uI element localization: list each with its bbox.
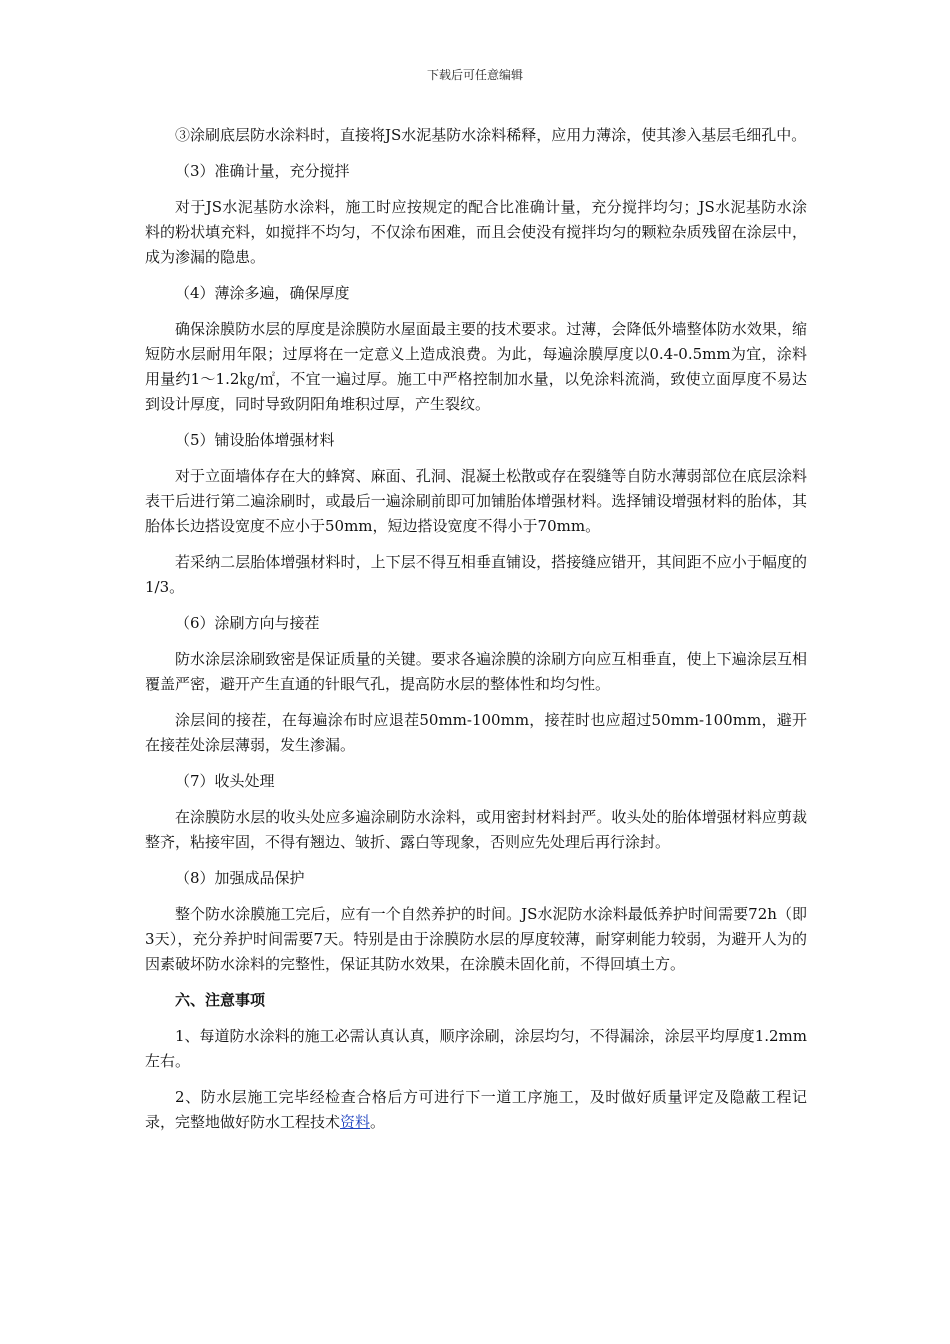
section-heading: （7）收头处理	[175, 772, 275, 790]
paragraph: 1、每道防水涂料的施工必需认真认真，顺序涂刷，涂层均匀，不得漏涂，涂层平均厚度1.2mm左右。	[145, 1027, 807, 1070]
paragraph: 对于JS水泥基防水涂料，施工时应按规定的配合比准确计量，充分搅拌均匀；JS水泥基防水涂料的粉状填充料，如搅拌不均匀，不仅涂布困难，而且会使没有搅拌均匀的颗粒杂质残留在涂层中，成为渗漏的隐患。	[145, 198, 807, 266]
paragraph: 在涂膜防水层的收头处应多遍涂刷防水涂料，或用密封材料封严。收头处的胎体增强材料应剪裁整齐，粘接牢固，不得有翘边、皱折、露白等现象，否则应先处理后再行涂封。	[145, 808, 807, 851]
section-heading: （3）准确计量，充分搅拌	[175, 162, 350, 180]
paragraph: 对于立面墙体存在大的蜂窝、麻面、孔洞、混凝土松散或存在裂缝等自防水薄弱部位在底层涂料表干后进行第二遍涂刷时，或最后一遍涂刷前即可加铺胎体增强材料。选择铺设增强材料的胎体，其胎体长边搭设宽度不应小于50mm，短边搭设宽度不得小于70mm。	[145, 467, 807, 535]
paragraph: 若采纳二层胎体增强材料时，上下层不得互相垂直铺设，搭接缝应错开，其间距不应小于幅度的1/3。	[145, 553, 807, 596]
section-heading: （8）加强成品保护	[175, 869, 305, 887]
paragraph: 整个防水涂膜施工完后，应有一个自然养护的时间。JS水泥防水涂料最低养护时间需要72h（即3天），充分养护时间需要7天。特别是由于涂膜防水层的厚度较薄，耐穿刺能力较弱，为避开人为的因素破坏防水涂料的完整性，保证其防水效果，在涂膜未固化前，不得回填土方。	[145, 905, 807, 973]
chapter-heading: 六、注意事项	[175, 991, 266, 1009]
document-body	[145, 123, 807, 1146]
paragraph: 涂层间的接茬，在每遍涂布时应退茬50mm-100mm，接茬时也应超过50mm-100mm，避开在接茬处涂层薄弱，发生渗漏。	[145, 711, 807, 754]
paragraph: 确保涂膜防水层的厚度是涂膜防水屋面最主要的技术要求。过薄，会降低外墙整体防水效果，缩短防水层耐用年限；过厚将在一定意义上造成浪费。为此，每遍涂膜厚度以0.4-0.5mm为宜，涂料用量约1～1.2㎏/㎡，不宜一遍过厚。施工中严格控制加水量，以免涂料流淌，致使立面厚度不易达到设计厚度，同时导致阴阳角堆积过厚，产生裂纹。	[145, 320, 807, 413]
paragraph-last	[145, 1085, 807, 1135]
paragraph-tail: 。	[370, 1113, 386, 1131]
section-heading: （5）铺设胎体增强材料	[175, 431, 335, 449]
paragraph-text: 2、防水层施工完毕经检查合格后方可进行下一道工序施工，及时做好质量评定及隐蔽工程记录，完整地做好防水工程技术	[145, 1088, 807, 1131]
page-header-note: 下载后可任意编辑	[426, 68, 523, 82]
section-heading: （4）薄涂多遍，确保厚度	[175, 284, 350, 302]
paragraph: 防水涂层涂刷致密是保证质量的关键。要求各遍涂膜的涂刷方向应互相垂直，使上下遍涂层互相覆盖严密，避开产生直通的针眼气孔，提高防水层的整体性和均匀性。	[145, 650, 807, 693]
materials-link[interactable]: 资料	[340, 1113, 371, 1131]
paragraph: ③涂刷底层防水涂料时，直接将JS水泥基防水涂料稀释，应用力薄涂，使其渗入基层毛细孔中。	[175, 126, 807, 144]
section-heading: （6）涂刷方向与接茬	[175, 614, 320, 632]
